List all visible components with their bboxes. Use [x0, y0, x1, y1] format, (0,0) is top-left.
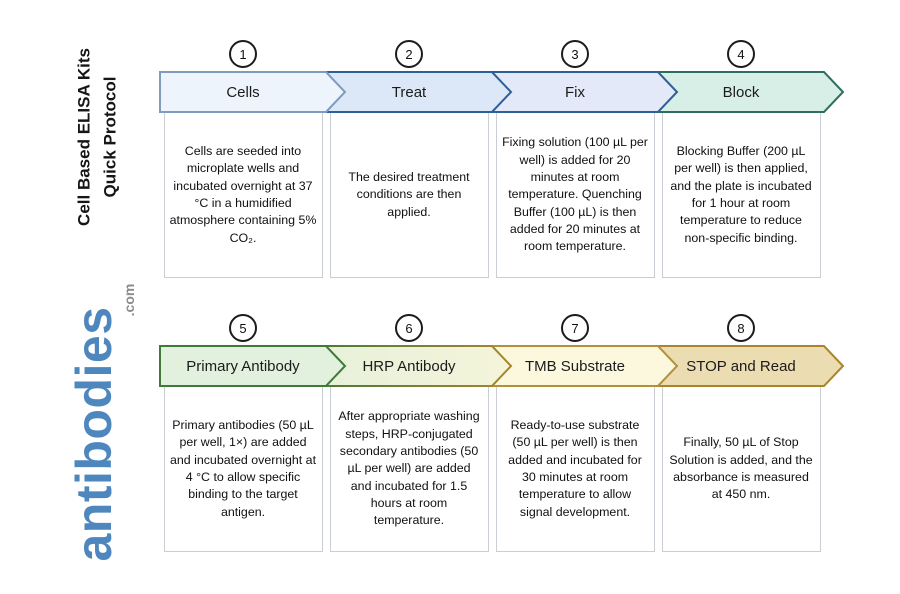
step-1-number-badge — [229, 40, 257, 68]
step-2-label: Treat — [391, 83, 427, 101]
step-2-number: 2 — [405, 46, 413, 62]
step-6-label: HRP Antibody — [362, 357, 456, 375]
step-1-banner — [160, 72, 326, 112]
page-title-line2: Quick Protocol — [100, 76, 119, 198]
step-5-label: Primary Antibody — [186, 357, 300, 375]
step-8-label: STOP and Read — [686, 357, 796, 375]
step-4 — [658, 40, 824, 278]
step-8-banner — [658, 346, 824, 386]
step-2-description: The desired treatment conditions are then applied. — [330, 112, 489, 278]
step-7-label: TMB Substrate — [524, 357, 626, 375]
step-1-number: 1 — [239, 46, 247, 62]
step-4-banner — [658, 72, 824, 112]
step-8-number-badge — [727, 314, 755, 342]
step-6-banner — [326, 346, 492, 386]
step-5-description: Primary antibodies (50 µL per well, 1×) are added and incubated overnight at 4 °C to allow specific binding to the target antigen. — [164, 386, 323, 552]
step-6-description: After appropriate washing steps, HRP-conjugated secondary antibodies (50 µL per well) are added and incubated for 1.5 hours at room temperature. — [330, 386, 489, 552]
protocol-row-2 — [160, 314, 824, 552]
protocol-row-1 — [160, 40, 824, 278]
step-5-number: 5 — [239, 320, 247, 336]
step-1-description: Cells are seeded into microplate wells and incubated overnight at 37 °C in a humidified atmosphere containing 5% CO₂. — [164, 112, 323, 278]
step-3-banner — [492, 72, 658, 112]
step-8-number: 8 — [737, 320, 745, 336]
step-5 — [160, 314, 326, 552]
step-7-number-badge — [561, 314, 589, 342]
step-3-description: Fixing solution (100 µL per well) is added for 20 minutes at room temperature. Quenching Buffer (100 µL) is then added for 20 minutes at room temperature. — [496, 112, 655, 278]
page-title — [72, 48, 123, 226]
step-3-label: Fix — [565, 83, 585, 101]
step-2-number-badge — [395, 40, 423, 68]
step-4-label: Block — [722, 83, 760, 101]
step-7 — [492, 314, 658, 552]
step-1-label: Cells — [226, 83, 260, 101]
step-8-description: Finally, 50 µL of Stop Solution is added, and the absorbance is measured at 450 nm. — [662, 386, 821, 552]
step-3 — [492, 40, 658, 278]
step-3-number: 3 — [571, 46, 579, 62]
step-1 — [160, 40, 326, 278]
step-4-number-badge — [727, 40, 755, 68]
page-title-line1: Cell Based ELISA Kits — [74, 48, 94, 226]
step-3-number-badge — [561, 40, 589, 68]
step-7-banner — [492, 346, 658, 386]
step-7-number: 7 — [571, 320, 579, 336]
brand-logo-suffix: .com — [121, 283, 137, 317]
step-6 — [326, 314, 492, 552]
step-7-description: Ready-to-use substrate (50 µL per well) is then added and incubated for 30 minutes at room temperature to allow signal development. — [496, 386, 655, 552]
step-5-number-badge — [229, 314, 257, 342]
step-5-banner — [160, 346, 326, 386]
step-4-number: 4 — [737, 46, 745, 62]
step-6-number: 6 — [405, 320, 413, 336]
step-2 — [326, 40, 492, 278]
brand-logo: antibodies — [66, 306, 122, 562]
step-2-banner — [326, 72, 492, 112]
step-8 — [658, 314, 824, 552]
step-6-number-badge — [395, 314, 423, 342]
step-4-description: Blocking Buffer (200 µL per well) is then applied, and the plate is incubated for 1 hour at room temperature to reduce non-specific binding. — [662, 112, 821, 278]
